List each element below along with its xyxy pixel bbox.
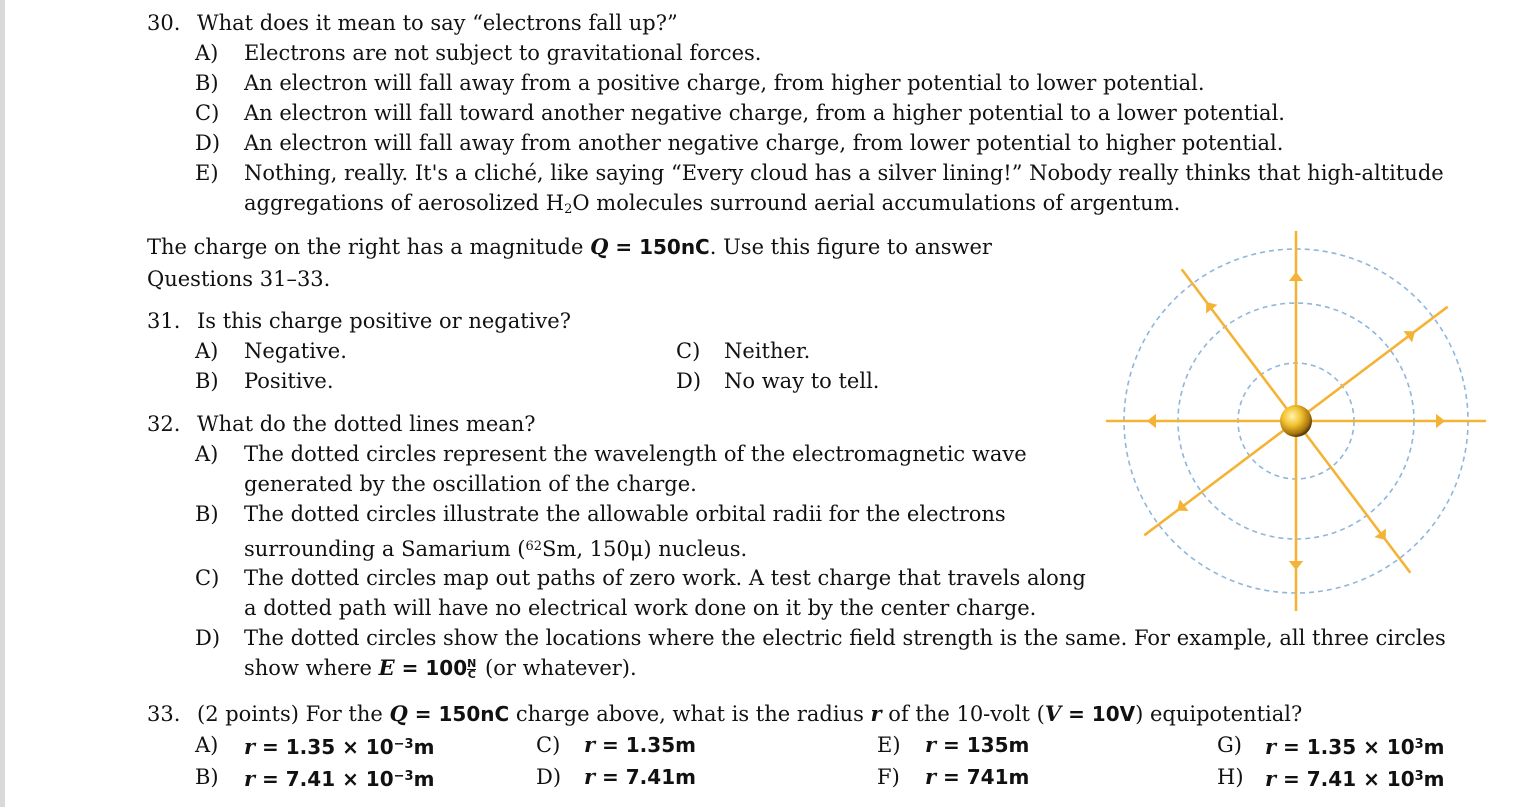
electric-field-figure [1100, 228, 1500, 614]
option-text: $r = 1.35 \times 10^3m$ [1265, 734, 1445, 759]
option-text: r = 7.41m [584, 764, 696, 789]
option-letter: D) [195, 131, 221, 155]
option-letter: E) [195, 161, 219, 185]
option-text: An electron will fall toward another negative charge, from a higher potential to a lower potential. [244, 101, 1285, 125]
question-text: What do the dotted lines mean? [197, 412, 536, 436]
question-number: 30. [147, 11, 181, 35]
option-letter: E) [877, 733, 901, 757]
option-letter: A) [195, 733, 219, 757]
option-text: Negative. [244, 339, 347, 363]
option-letter: C) [195, 101, 220, 125]
option-text: The dotted circles map out paths of zero work. A test charge that travels along [244, 566, 1086, 590]
option-text: $r = 7.41 \times 10^3m$ [1265, 766, 1445, 791]
option-letter: D) [536, 765, 562, 789]
option-text: The dotted circles show the locations where the electric field strength is the same. For example, all three circles [244, 626, 1446, 650]
option-text-continued: generated by the oscillation of the charge. [244, 472, 697, 496]
option-text: An electron will fall away from another negative charge, from lower potential to higher potential. [244, 131, 1284, 155]
option-letter: D) [676, 369, 702, 393]
option-letter: F) [877, 765, 900, 789]
option-text: r = 135m [925, 732, 1030, 757]
left-edge-border [0, 0, 5, 807]
intro-line-1: The charge on the right has a magnitude Q = 150nC. Use this figure to answer [147, 234, 992, 259]
intro-line-2: Questions 31–33. [147, 267, 331, 291]
option-letter: B) [195, 71, 219, 95]
arrowhead [1289, 272, 1303, 281]
option-letter: B) [195, 369, 219, 393]
option-letter: A) [195, 339, 219, 363]
option-text: Nothing, really. It's a cliché, like saying “Every cloud has a silver lining!” Nobody really thinks that high-altitude [244, 161, 1444, 185]
point-charge [1280, 405, 1312, 437]
field-line [1296, 421, 1410, 573]
arrowhead [1289, 561, 1303, 570]
question-text: (2 points) For the Q = 150nC charge above, what is the radius r of the 10-volt (V = 10V) equipotential? [197, 701, 1303, 726]
question-text: Is this charge positive or negative? [197, 309, 571, 333]
option-letter: B) [195, 765, 219, 789]
option-text-continued: surrounding a Samarium ($^{62}$Sm, 150μ) nucleus. [244, 537, 748, 561]
option-letter: A) [195, 442, 219, 466]
option-text: $r = 1.35 \times 10^{-3}m$ [244, 734, 435, 759]
arrowhead [1436, 414, 1445, 428]
arrowhead [1147, 414, 1156, 428]
option-letter: A) [195, 41, 219, 65]
question-number: 33. [147, 702, 181, 726]
option-text: The dotted circles illustrate the allowable orbital radii for the electrons [244, 502, 1006, 526]
option-text: r = 1.35m [584, 732, 696, 757]
question-number: 32. [147, 412, 181, 436]
option-letter: C) [536, 733, 561, 757]
arrowhead [1206, 302, 1218, 314]
option-text-continued: aggregations of aerosolized $H_2O$ molecules surround aerial accumulations of argentum. [244, 191, 1181, 217]
arrowhead [1375, 528, 1387, 540]
field-line [1296, 307, 1448, 421]
question-number: 31. [147, 309, 181, 333]
option-letter: D) [195, 626, 221, 650]
option-text: Neither. [724, 339, 811, 363]
option-text-continued: show where E = 100 $\frac{N}{C}$ (or whatever). [244, 655, 637, 681]
unit-fraction: $\frac{N}{C}$ [467, 657, 477, 681]
arrowhead [1403, 331, 1415, 343]
field-line [1182, 269, 1296, 421]
option-text: $r = 7.41 \times 10^{-3}m$ [244, 766, 435, 791]
option-letter: H) [1217, 765, 1244, 789]
option-letter: G) [1217, 733, 1242, 757]
option-text: Positive. [244, 369, 334, 393]
question-text: What does it mean to say “electrons fall up?” [197, 11, 678, 35]
option-text: No way to tell. [724, 369, 880, 393]
option-letter: C) [195, 566, 220, 590]
option-letter: C) [676, 339, 701, 363]
field-line [1144, 421, 1296, 535]
arrowhead [1177, 500, 1189, 512]
option-letter: B) [195, 502, 219, 526]
option-text-continued: a dotted path will have no electrical work done on it by the center charge. [244, 596, 1037, 620]
option-text: Electrons are not subject to gravitational forces. [244, 41, 762, 65]
option-text: The dotted circles represent the wavelength of the electromagnetic wave [244, 442, 1027, 466]
option-text: An electron will fall away from a positive charge, from higher potential to lower potential. [244, 71, 1205, 95]
option-text: r = 741m [925, 764, 1030, 789]
